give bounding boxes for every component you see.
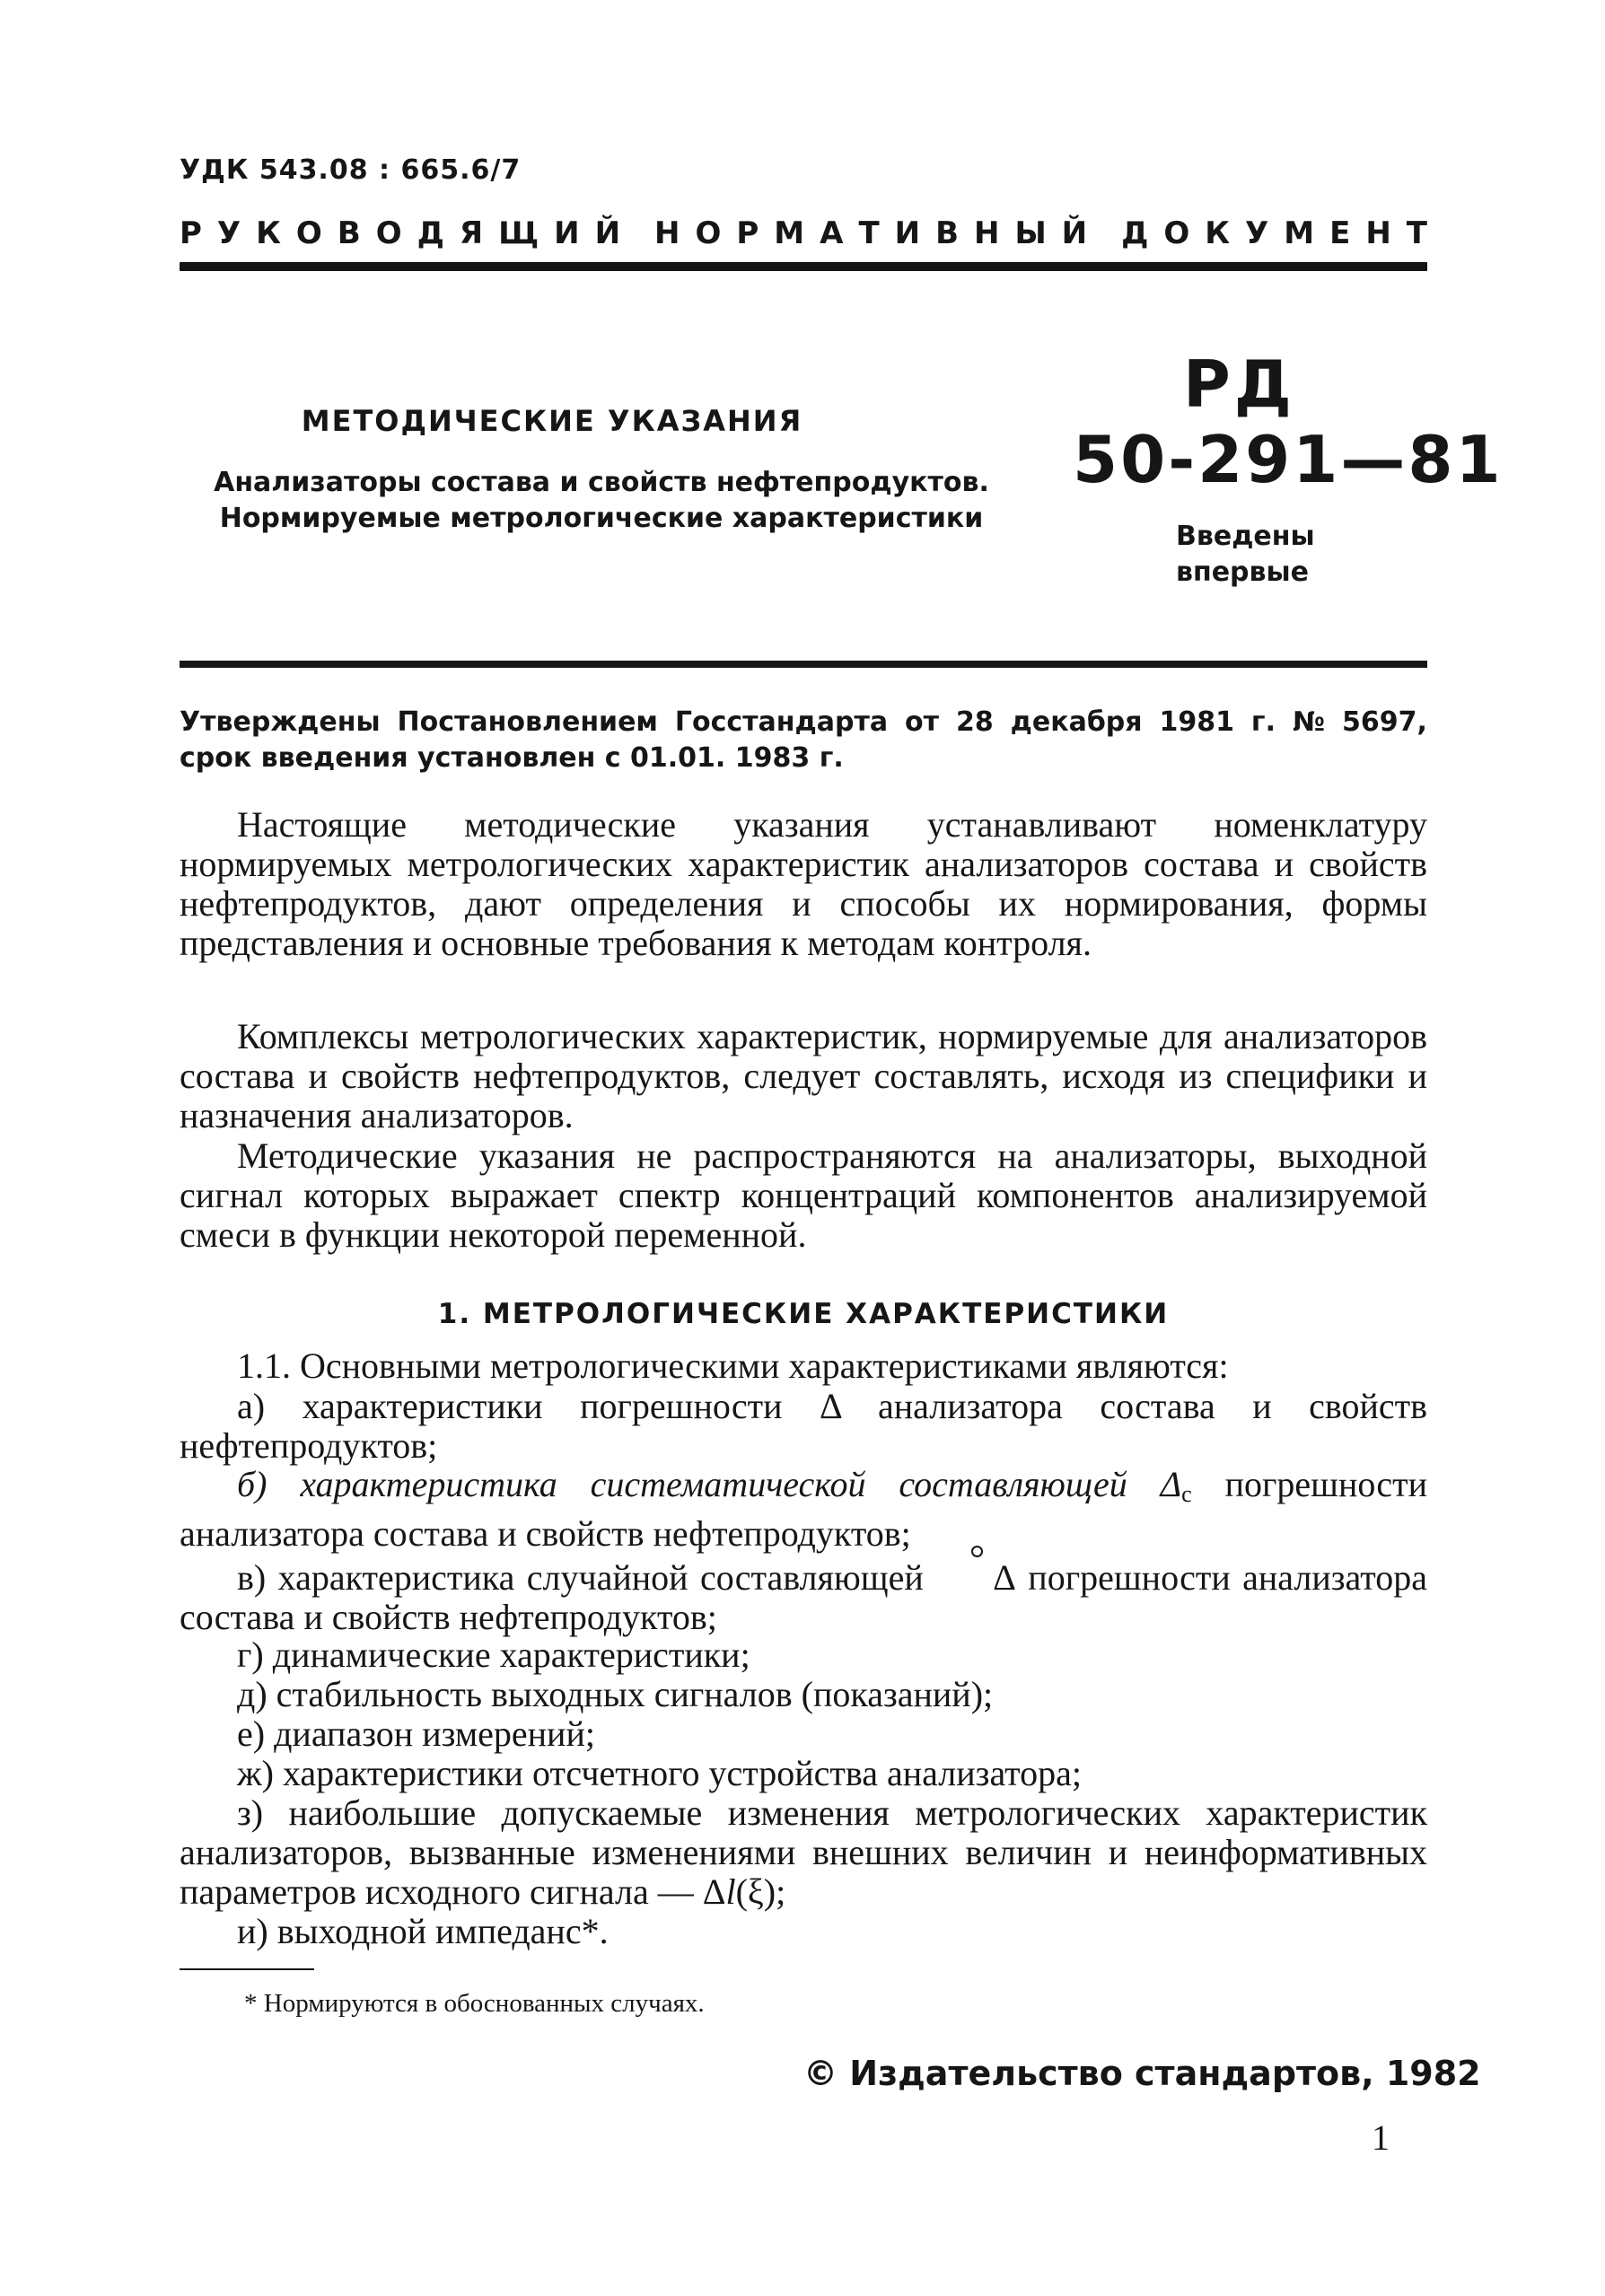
list-item-text — [180, 1793, 1427, 1912]
approval-word: Госстандарта — [674, 706, 889, 738]
list-item-text — [180, 1558, 1427, 1637]
list-item-text: а) характеристики погрешности Δ анализатора состава и свойств нефтепродуктов; — [180, 1386, 1427, 1466]
list-item-text: д) стабильность выходных сигналов (показаний); — [237, 1674, 994, 1714]
list-item — [180, 1793, 1427, 1912]
document-type-banner — [180, 215, 1443, 251]
subtitle-line: Анализаторы состава и свойств нефтепродуктов. — [214, 467, 989, 498]
list-item-text: и) выходной импеданс*. — [237, 1911, 609, 1951]
header-rule — [180, 262, 1427, 271]
list-item-text — [180, 1465, 1427, 1554]
approval-word: Постановлением — [397, 706, 658, 738]
document-code-prefix: РД — [1183, 346, 1295, 422]
list-item-text: ж) характеристики отсчетного устройства анализатора; — [237, 1753, 1082, 1793]
copyright-line: © Издательство стандартов, 1982 — [803, 2054, 1481, 2093]
footnote: * Нормируются в обоснованных случаях. — [244, 1989, 705, 2018]
list-item-text: е) диапазон измерений; — [237, 1713, 595, 1754]
list-item-part: б) характеристика систематической составляющей Δ — [237, 1464, 1182, 1504]
doc-type-word: НОРМАТИВНЫЙ — [654, 215, 1103, 251]
approval-word: г. — [1250, 706, 1276, 738]
approval-line: срок введения установлен с 01.01. 1983 г. — [180, 742, 844, 774]
paragraph-text: Методические указания не распространяются на анализаторы, выходной сигнал которых выражает спектр концентраций компонентов анализируемой смеси в функции некоторой переменной. — [180, 1135, 1427, 1255]
intro-note-line: Введены — [1176, 521, 1315, 552]
approval-statement — [180, 705, 1427, 776]
page-number: 1 — [1372, 2117, 1390, 2158]
introduction-note — [1176, 519, 1315, 591]
list-item — [180, 1635, 1427, 1675]
list-item — [180, 1465, 1427, 1554]
approval-word: от — [905, 706, 940, 738]
document-code-number: 50-291—81 — [1073, 422, 1504, 497]
approval-word: № — [1292, 706, 1326, 738]
list-item-part: з) наибольшие допускаемые изменения метрологических характеристик анализаторов, вызванные изменениями внешних величин и неинформативных параметров исходного сигнала — Δ — [180, 1792, 1427, 1912]
approval-word: декабря — [1010, 706, 1143, 738]
section-heading: 1. МЕТРОЛОГИЧЕСКИЕ ХАРАКТЕРИСТИКИ — [437, 1298, 1170, 1330]
italic-symbol: l — [725, 1871, 736, 1912]
list-item-part: погрешности анализатора состава и свойств нефтепродуктов; — [180, 1557, 1427, 1637]
list-item — [180, 1675, 1427, 1714]
list-item — [180, 1558, 1427, 1637]
footnote-rule — [180, 1968, 314, 1970]
section-rule — [180, 661, 1427, 668]
approval-word: 5697, — [1341, 706, 1427, 738]
list-item-part: погрешности анализатора состава и свойств нефтепродуктов; — [180, 1464, 1427, 1554]
list-item — [180, 1754, 1427, 1793]
paragraph-text: Настоящие методические указания устанавливают номенклатуру нормируемых метрологических характеристик анализаторов состава и свойств нефтепродуктов, дают определения и способы их нормирования, формы представления и основные требования к методам контроля. — [180, 804, 1427, 963]
paragraph — [180, 805, 1427, 963]
subtitle-line: Нормируемые метрологические характеристики — [219, 503, 984, 534]
list-item — [180, 1387, 1427, 1466]
udk-code: УДК 543.08 : 665.6/7 — [180, 154, 522, 186]
document-kind: МЕТОДИЧЕСКИЕ УКАЗАНИЯ — [301, 404, 803, 438]
list-item-part: в) характеристика случайной составляющей — [237, 1557, 936, 1598]
intro-note-line: впервые — [1176, 556, 1309, 588]
approval-word: 1981 — [1159, 706, 1234, 738]
paragraph-text: Комплексы метрологических характеристик, нормируемые для анализаторов состава и свойств нефтепродуктов, следует составлять, исходя из специфики и назначения анализаторов. — [180, 1016, 1427, 1135]
clause-lead — [180, 1346, 1427, 1386]
clause-text: 1.1. Основными метрологическими характеристиками являются: — [237, 1345, 1229, 1386]
list-item — [180, 1912, 1427, 1951]
approval-word: Утверждены — [180, 706, 381, 738]
paragraph — [180, 1136, 1427, 1255]
list-item — [180, 1714, 1427, 1754]
list-item-part: (ξ); — [735, 1871, 786, 1912]
delta-ring-symbol: Δ — [935, 1558, 1016, 1598]
document-subtitle — [206, 465, 996, 537]
approval-word: 28 — [955, 706, 994, 738]
doc-type-word: ДОКУМЕНТ — [1121, 215, 1443, 251]
list-item-text: г) динамические характеристики; — [237, 1634, 750, 1675]
doc-type-word: РУКОВОДЯЩИЙ — [180, 215, 636, 251]
approval-line — [180, 705, 1427, 741]
paragraph — [180, 1017, 1427, 1135]
subscript: с — [1181, 1481, 1192, 1507]
